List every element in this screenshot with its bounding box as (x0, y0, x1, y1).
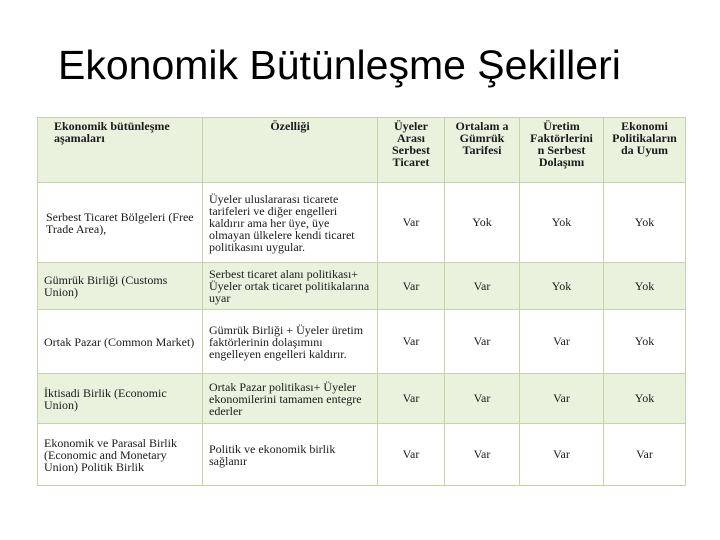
stage-name: Gümrük Birliği (Customs Union) (38, 263, 203, 310)
integration-table (37, 117, 686, 486)
stage-feature: Ortak Pazar politikası+ Üyeler ekonomilerini tamamen entegre ederler (203, 374, 378, 424)
table-row (38, 424, 686, 486)
value-cell: Var (445, 374, 520, 424)
stage-feature: Politik ve ekonomik birlik sağlanır (203, 424, 378, 486)
header-feature: Özelliği (203, 118, 378, 183)
header-policy-harmony: Ekonomi Politikaların da Uyum (604, 118, 686, 183)
value-cell: Var (378, 310, 445, 374)
value-cell: Yok (520, 263, 604, 310)
table-row (38, 183, 686, 263)
value-cell: Yok (604, 310, 686, 374)
stage-name-text: Serbest Ticaret Bölgeleri (Free Trade Area), (46, 209, 194, 236)
table-row (38, 374, 686, 424)
value-cell: Var (520, 374, 604, 424)
header-common-tariff: Ortalam a Gümrük Tarifesi (445, 118, 520, 183)
value-cell: Var (378, 424, 445, 486)
value-cell: Var (445, 263, 520, 310)
table-row (38, 263, 686, 310)
table-row (38, 310, 686, 374)
value-cell: Yok (604, 263, 686, 310)
header-row (38, 118, 686, 183)
header-factor-mobility: Üretim Faktörlerini n Serbest Dolaşımı (520, 118, 604, 183)
stage-name: İktisadi Birlik (Economic Union) (38, 374, 203, 424)
value-cell: Var (520, 424, 604, 486)
stage-name (38, 183, 203, 263)
value-cell: Yok (520, 183, 604, 263)
value-cell: Var (520, 310, 604, 374)
stage-feature: Serbest ticaret alanı politikası+ Üyeler ortak ticaret politikalarına uyar (203, 263, 378, 310)
header-stages: Ekonomik bütünleşme aşamaları (38, 118, 203, 183)
value-cell: Yok (604, 183, 686, 263)
header-free-trade: Üyeler Arası Serbest Ticaret (378, 118, 445, 183)
value-cell: Yok (604, 374, 686, 424)
value-cell: Var (604, 424, 686, 486)
value-cell: Var (445, 310, 520, 374)
stage-name: Ekonomik ve Parasal Birlik (Economic and Monetary Union) Politik Birlik (38, 424, 203, 486)
value-cell: Var (445, 424, 520, 486)
value-cell: Var (378, 374, 445, 424)
stage-feature: Üyeler uluslararası ticarete tarifeleri ve diğer engelleri kaldırır ama her üye, üye olmayan ülkelere kendi ticaret politikasını uygular. (203, 183, 378, 263)
value-cell: Var (378, 263, 445, 310)
value-cell: Yok (445, 183, 520, 263)
stage-feature: Gümrük Birliği + Üyeler üretim faktörlerinin dolaşımını engelleyen engelleri kaldırır. (203, 310, 378, 374)
slide-title: Ekonomik Bütünleşme Şekilleri (58, 42, 621, 88)
value-cell: Var (378, 183, 445, 263)
stage-name: Ortak Pazar (Common Market) (38, 310, 203, 374)
